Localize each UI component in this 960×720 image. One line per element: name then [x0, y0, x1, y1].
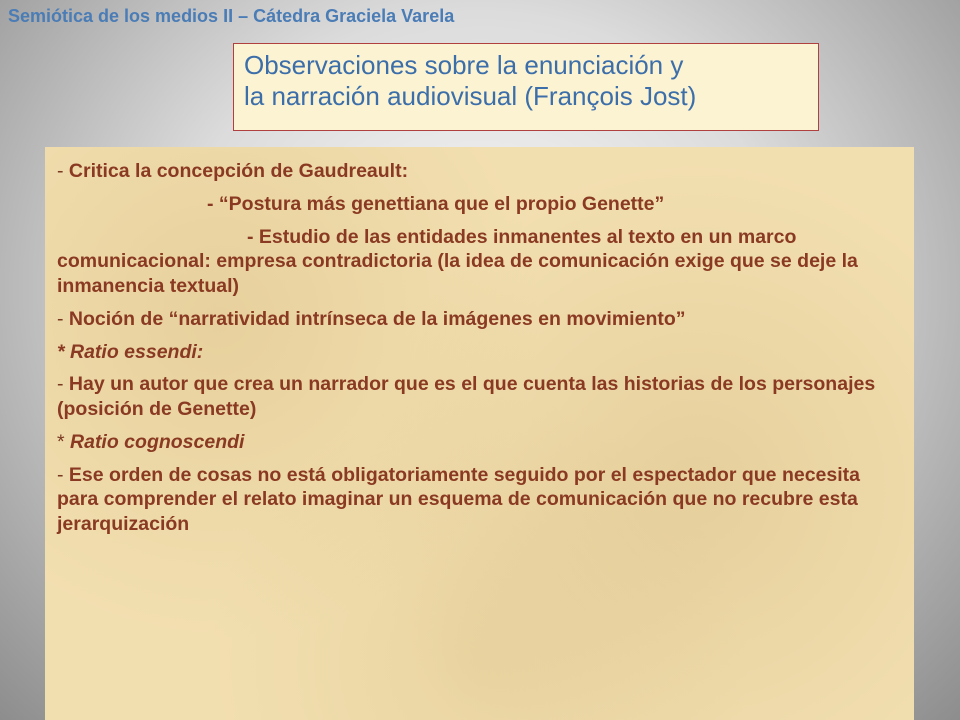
paragraph-8-text: Ese orden de cosas no está obligatoriamente seguido por el espectador que necesita para comprender el relato imaginar un esquema de comunicación que no recubre esta jerarquización	[57, 463, 860, 535]
bullet-asterisk: *	[57, 430, 71, 453]
bullet-dash: -	[57, 373, 69, 396]
bullet-dash: -	[57, 307, 69, 330]
paragraph-3: - Estudio de las entidades inmanentes al texto en un marco comunicacional: empresa contradictoria (la idea de comunicación exige que se deje la inmanencia textual)	[57, 225, 858, 297]
paragraph-7-text: Ratio cognoscendi	[70, 430, 245, 453]
paragraph-6-text: Hay un autor que crea un narrador que es el que cuenta las historias de los personajes (posición de Genette)	[57, 373, 876, 420]
paragraph-5: * Ratio essendi:	[57, 340, 204, 363]
paragraph-1	[57, 159, 900, 184]
paragraph-7	[57, 430, 900, 455]
slide-header: Semiótica de los medios II – Cátedra Graciela Varela	[8, 6, 455, 26]
paragraph-4	[57, 307, 900, 332]
paragraph-8	[57, 463, 900, 537]
slide-title-box	[233, 43, 819, 131]
paragraph-1-text: Critica la concepción de Gaudreault:	[68, 160, 409, 182]
paragraph-4-text: Noción de “narratividad intrínseca de la imágenes en movimiento”	[68, 307, 686, 330]
bullet-dash: -	[57, 463, 69, 486]
slide-title-line-1: Observaciones sobre la enunciación y	[244, 50, 684, 80]
paragraph-2: - “Postura más genettiana que el propio Genette”	[207, 192, 665, 215]
paragraph-6	[57, 372, 900, 422]
slide-body	[45, 147, 914, 720]
bullet-dash: -	[57, 160, 69, 182]
slide-title-line-2: la narración audiovisual (François Jost)	[244, 81, 697, 112]
